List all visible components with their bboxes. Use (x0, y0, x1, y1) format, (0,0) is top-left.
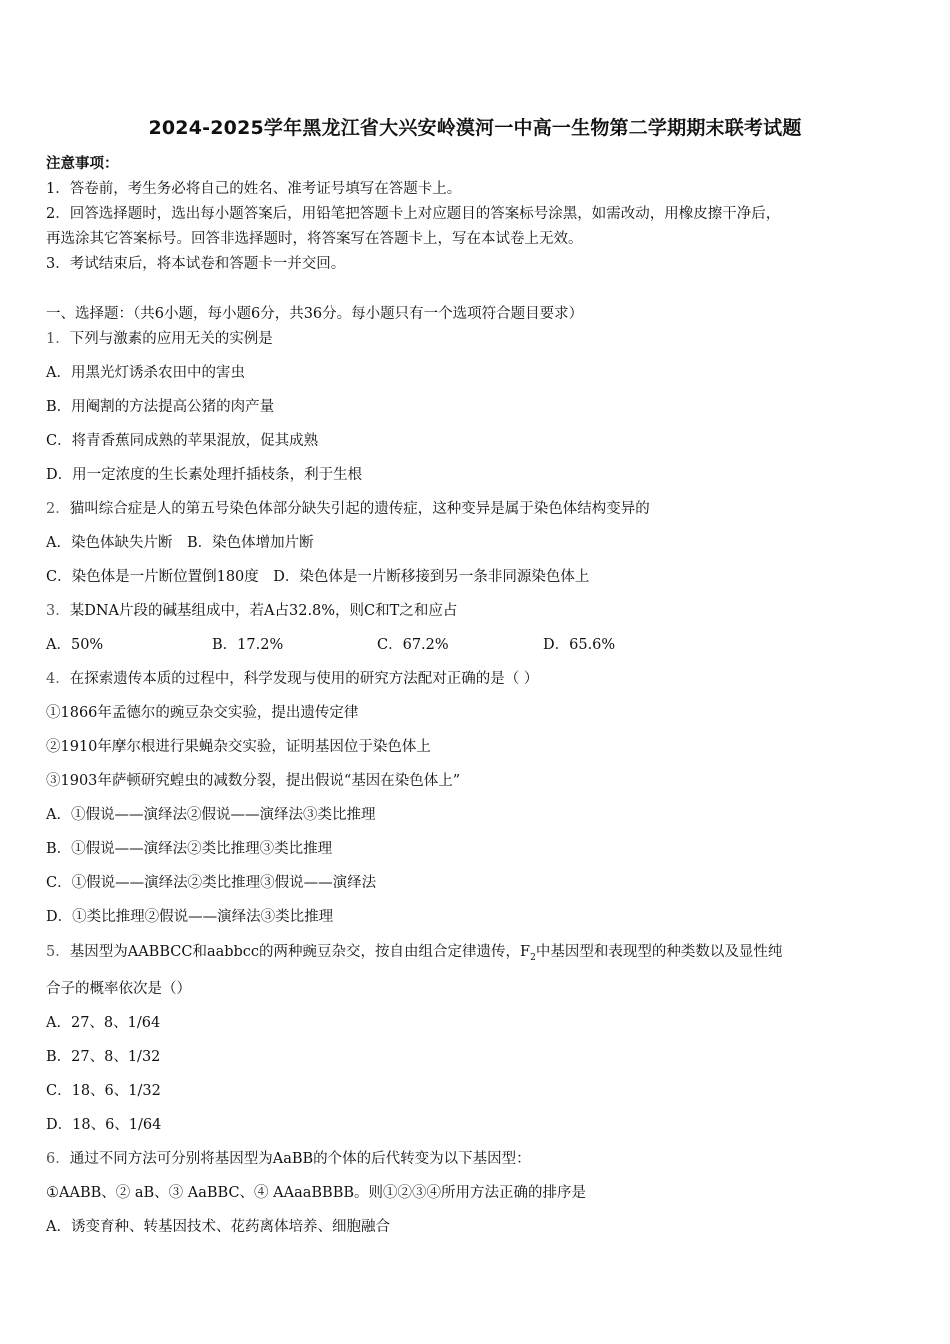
question-stem: 猫叫综合症是人的第五号染色体部分缺失引起的遗传症，这种变异是属于染色体结构变异的 (69, 501, 650, 517)
q4-fact-1: ①1866年孟德尔的豌豆杂交实验，提出遗传定律 (46, 705, 359, 721)
notice-item-2: 2．回答选择题时，选出每小题答案后，用铅笔把答题卡上对应题目的答案标号涂黑，如需改动，用橡皮擦干净后， (46, 206, 781, 222)
question-3 (46, 599, 457, 620)
q1-option-b: B．用阉割的方法提高公猪的肉产量 (46, 399, 275, 415)
q2-options-row-2: C．染色体是一片断位置倒180度 D．染色体是一片断移接到另一条非同源染色体上 (46, 569, 590, 585)
question-number: 6． (46, 1151, 70, 1167)
q1-option-a: A．用黑光灯诱杀农田中的害虫 (46, 365, 245, 381)
question-number: 2． (46, 501, 70, 517)
q2-options-row-1: A．染色体缺失片断 B．染色体增加片断 (46, 535, 314, 551)
q5-option-c: C．18、6、1/32 (46, 1083, 161, 1099)
question-1 (46, 327, 273, 348)
q1-option-c: C．将青香蕉同成熟的苹果混放，促其成熟 (46, 433, 319, 449)
question-number: 4． (46, 671, 70, 687)
q5-option-d: D．18、6、1/64 (46, 1117, 162, 1133)
question-stem: 某DNA片段的碱基组成中，若A占32.8%，则C和T之和应占 (69, 603, 458, 619)
question-number: 5． (46, 944, 70, 960)
question-stem: 通过不同方法可分别将基因型为AaBB的个体的后代转变为以下基因型： (69, 1151, 531, 1167)
q4-option-c: C．①假说——演绎法②类比推理③假说——演绎法 (46, 875, 377, 891)
q4-option-d: D．①类比推理②假说——演绎法③类比推理 (46, 909, 334, 925)
notice-item-2-cont: 再选涂其它答案标号。回答非选择题时，将答案写在答题卡上，写在本试卷上无效。 (46, 231, 583, 247)
q4-option-a: A．①假说——演绎法②假说——演绎法③类比推理 (46, 807, 376, 823)
question-5 (46, 940, 782, 963)
question-stem: 下列与激素的应用无关的实例是 (69, 331, 273, 347)
notice-heading: 注意事项： (46, 155, 119, 172)
question-number: 1． (46, 331, 70, 347)
question-stem-cont: 中基因型和表现型的种类数以及显性纯 (535, 944, 783, 960)
q5-option-a: A．27、8、1/64 (46, 1015, 161, 1031)
question-5-cont: 合子的概率依次是（） (46, 981, 191, 997)
notice-item-3: 3．考试结束后，将本试卷和答题卡一并交回。 (46, 256, 346, 272)
q3-option-b: B．17.2% (212, 637, 284, 653)
question-stem: 在探索遗传本质的过程中，科学发现与使用的研究方法配对正确的是（ ） (69, 671, 539, 687)
q1-option-d: D．用一定浓度的生长素处理扦插枝条，利于生根 (46, 467, 363, 483)
q6-option-a: A．诱变育种、转基因技术、花药离体培养、细胞融合 (46, 1219, 390, 1235)
question-6 (46, 1147, 531, 1168)
q3-option-c: C．67.2% (377, 637, 449, 653)
question-6-cont: ①AABB、② aB、③ AaBBC、④ AAaaBBBB。则①②③④所用方法正确的排序是 (46, 1185, 587, 1201)
q4-fact-3: ③1903年萨顿研究蝗虫的减数分裂，提出假说“基因在染色体上” (46, 773, 461, 789)
q4-fact-2: ②1910年摩尔根进行果蝇杂交实验，证明基因位于染色体上 (46, 739, 431, 755)
q4-option-b: B．①假说——演绎法②类比推理③类比推理 (46, 841, 333, 857)
q3-option-d: D．65.6% (543, 637, 616, 653)
notice-item-1: 1．答卷前，考生务必将自己的姓名、准考证号填写在答题卡上。 (46, 181, 462, 197)
question-2 (46, 497, 650, 518)
question-stem: 基因型为AABBCC和aabbcc的两种豌豆杂交，按自由组合定律遗传，F (69, 944, 531, 960)
q5-option-b: B．27、8、1/32 (46, 1049, 161, 1065)
q3-option-a: A．50% (46, 637, 104, 653)
subscript: 2 (530, 952, 536, 963)
question-number: 3． (46, 603, 70, 619)
section-heading: 一、选择题：（共6小题，每小题6分，共36分。每小题只有一个选项符合题目要求） (46, 306, 584, 322)
question-4 (46, 667, 538, 688)
exam-title: 2024-2025学年黑龙江省大兴安岭漠河一中高一生物第二学期期末联考试题 (148, 117, 802, 139)
